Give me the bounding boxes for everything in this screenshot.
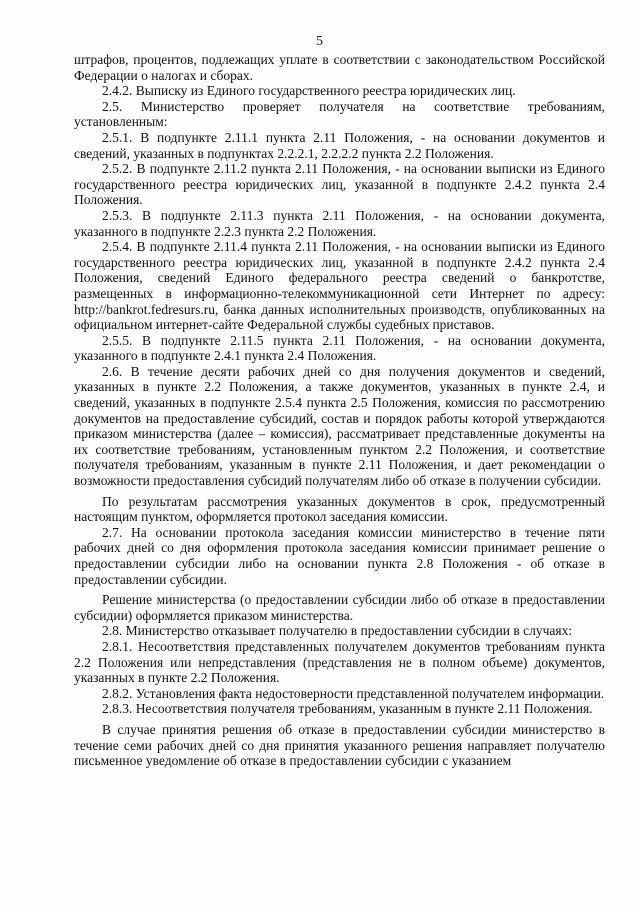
paragraph-p-17: В случае принятия решения об отказе в предоставлении субсидии министерство в течение семи рабочих дней со дня принятия указанного решения направляет получателю письменное уведомление об отказе в предоставлении субсидии с указанием (74, 721, 605, 769)
paragraph-p-08: 2.5.5. В подпункте 2.11.5 пункта 2.11 Положения, - на основании документа, указанного в подпункте 2.4.1 пункта 2.4 Положения. (74, 332, 605, 364)
paragraph-p-03: 2.5. Министерство проверяет получателя на соответствие требованиям, установленным: (74, 98, 605, 130)
paragraph-p-12: Решение министерства (о предоставлении субсидии либо об отказе в предоставлении субсидии) оформляется приказом министерства. (74, 592, 605, 623)
paragraph-p-02: 2.4.2. Выписку из Единого государственного реестра юридических лиц. (102, 83, 516, 99)
document-body (74, 52, 605, 769)
paragraph-p-15: 2.8.2. Установления факта недостоверности представленной получателем информации. (102, 685, 605, 701)
paragraph-p-14: 2.8.1. Несоответствия представленных получателем документов требованиям пункта 2.2 Положения или непредставления (представления не в полном объеме) документов, указанных в пункте 2.2 Положения. (74, 638, 605, 686)
paragraph-p-16: 2.8.3. Несоответствия получателя требованиям, указанным в пункте 2.11 Положения. (102, 701, 593, 717)
paragraph-p-05: 2.5.2. В подпункте 2.11.2 пункта 2.11 Положения, - на основании выписки из Единого государственного реестра юридических лиц, указанной в подпункте 2.4.2 пункта 2.4 Положения. (74, 161, 605, 208)
paragraph-p-07: 2.5.4. В подпункте 2.11.4 пункта 2.11 Положения, - на основании выписки из Единого государственного реестра юридических лиц, указанной в подпункте 2.4.2 пункта 2.4 Положения, сведений Единого федерального реестра сведений о банкротстве, размещенных в информационно-телекоммуникационной сети Интернет по адресу: http://bankrot.fedresurs.ru, банка данных исполнительных производств, опубликованных на официальном интернет-сайте Федеральной службы судебных приставов. (74, 239, 605, 333)
paragraph-p-04: 2.5.1. В подпункте 2.11.1 пункта 2.11 Положения, - на основании документов и сведений, указанных в подпунктах 2.2.2.1, 2.2.2.2 пункта 2.2 Положения. (74, 129, 605, 161)
page-number: 5 (316, 34, 323, 49)
paragraph-p-09: 2.6. В течение десяти рабочих дней со дня получения документов и сведений, указанных в пункте 2.2 Положения, а также документов, указанных в пункте 2.4, и сведений, указанных в подпункте 2.5.4 пункта 2.5 Положения, комиссия по рассмотрению документов на предоставление субсидий, состав и порядок работы которой утверждаются приказом министерства (далее – комиссия), рассматривает представленные документы на их соответствие требованиям, установленным пунктом 2.2 Положения, и соответствие получателя требованиям, указанным в пункте 2.11 Положения, и дает рекомендации о возможности предоставления субсидий получателям либо об отказе в получении субсидии. (74, 363, 605, 489)
paragraph-p-11: 2.7. На основании протокола заседания комиссии министерство в течение пяти рабочих дней со дня оформления протокола заседания комиссии принимает решение о предоставлении субсидии либо на основании пункта 2.8 Положения - об отказе в предоставлении субсидии. (74, 524, 605, 587)
paragraph-p-13: 2.8. Министерство отказывает получателю в предоставлении субсидии в случаях: (102, 623, 573, 639)
paragraph-p-06: 2.5.3. В подпункте 2.11.3 пункта 2.11 Положения, - на основании документа, указанного в подпункте 2.2.3 пункта 2.2 Положения. (74, 207, 605, 239)
paragraph-p-01: штрафов, процентов, подлежащих уплате в соответствии с законодательством Российской Федерации о налогах и сборах. (74, 52, 605, 83)
paragraph-p-10: По результатам рассмотрения указанных документов в срок, предусмотренный настоящим пунктом, оформляется протокол заседания комиссии. (74, 493, 605, 525)
